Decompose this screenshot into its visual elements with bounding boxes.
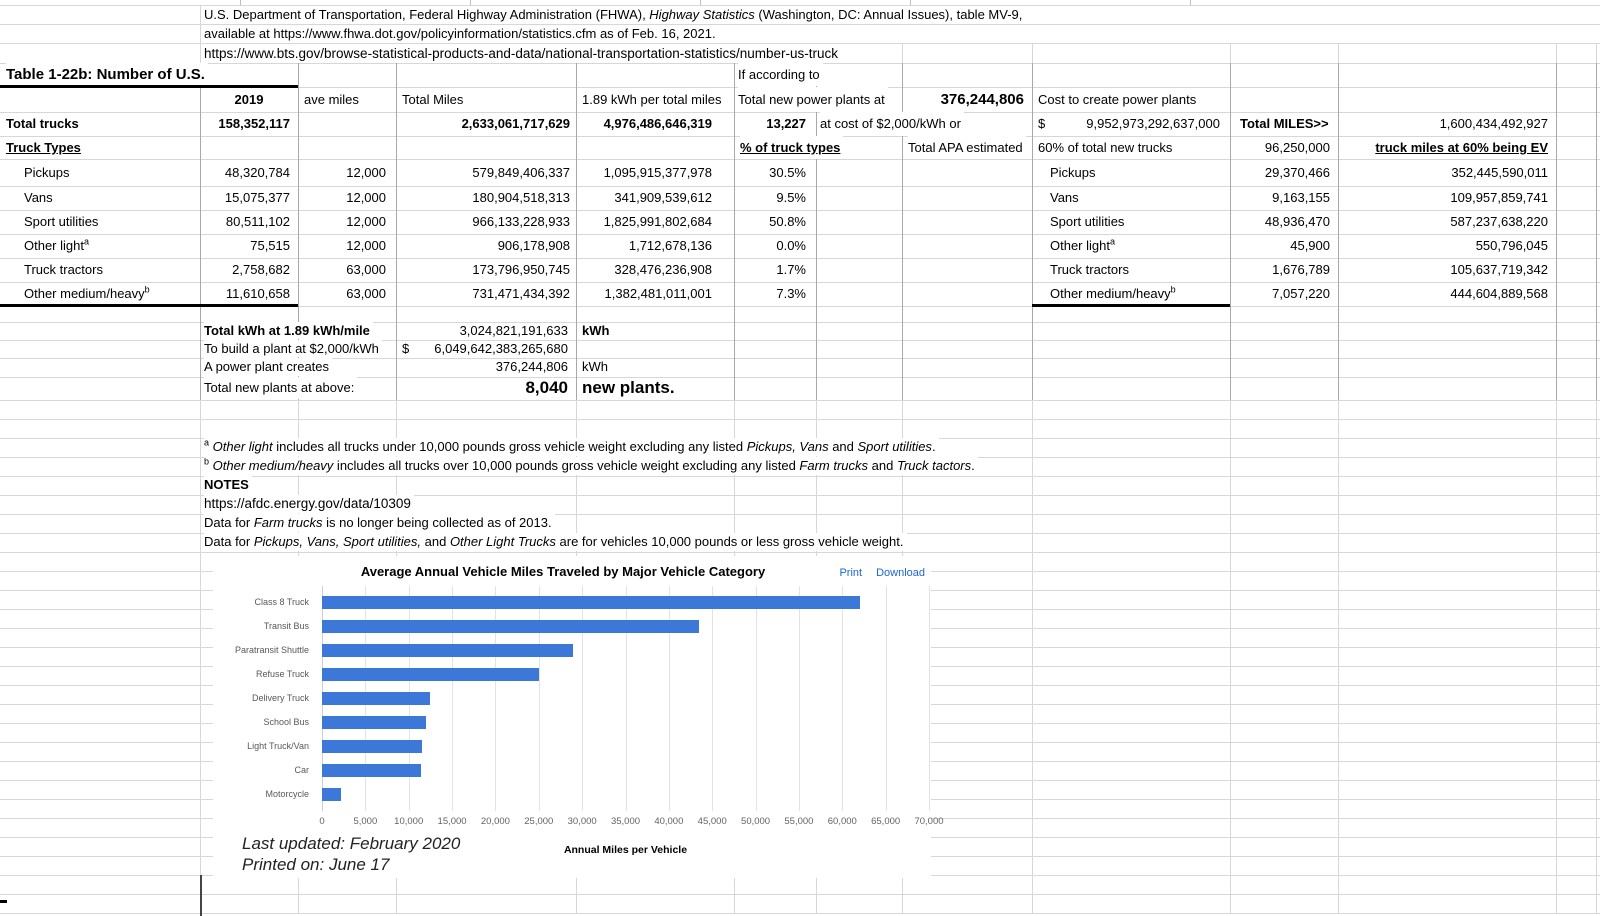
truck-count-cell[interactable]: 48,320,784 bbox=[224, 165, 290, 180]
truck-pct-cell[interactable]: 7.3% bbox=[776, 286, 806, 301]
chart-printed-on: Printed on: June 17 bbox=[242, 855, 390, 874]
total-trucks-label[interactable]: Total trucks bbox=[6, 116, 79, 131]
x-tick-label: 65,000 bbox=[871, 816, 901, 827]
x-tick-label: 55,000 bbox=[784, 816, 814, 827]
notes-line-2[interactable]: Data for Pickups, Vans, Sport utilities, and Other Light Trucks are for vehicles 10,000 pounds or less gross vehicle weight. bbox=[204, 533, 907, 551]
bar-paratransit-shuttle bbox=[322, 644, 573, 657]
truck-ave-miles-cell[interactable]: 12,000 bbox=[346, 190, 386, 205]
truck-apa-cell[interactable]: 1,676,789 bbox=[1272, 262, 1330, 277]
truck-kwh-cell[interactable]: 1,712,678,136 bbox=[628, 238, 712, 253]
truck-ev-miles-cell[interactable]: 109,957,859,741 bbox=[1450, 190, 1548, 205]
truck-apa-cell[interactable]: 7,057,220 bbox=[1272, 286, 1330, 301]
bar-class-8-truck bbox=[322, 596, 860, 609]
cost-note-cell[interactable]: at cost of $2,000/kWh or bbox=[820, 112, 964, 136]
x-tick-label: 60,000 bbox=[827, 816, 857, 827]
truck-type-name-cell[interactable]: Vans bbox=[1050, 190, 1079, 205]
category-label: Car bbox=[294, 765, 309, 776]
truck-apa-cell[interactable]: 9,163,155 bbox=[1272, 190, 1330, 205]
x-tick-label: 5,000 bbox=[353, 816, 378, 827]
total-cost-cell[interactable]: 9,952,973,292,637,000 bbox=[1086, 116, 1220, 131]
x-tick-label: 25,000 bbox=[524, 816, 554, 827]
truck-pct-cell[interactable]: 50.8% bbox=[769, 214, 806, 229]
truck-pct-cell[interactable]: 9.5% bbox=[776, 190, 806, 205]
chart-gridline bbox=[712, 586, 713, 811]
chart-last-updated: Last updated: February 2020 bbox=[242, 834, 461, 853]
header-new-plants[interactable]: Total new power plants at bbox=[738, 87, 888, 112]
header-kwh[interactable]: 1.89 kWh per total miles bbox=[582, 92, 722, 107]
cropped-cell-content bbox=[0, 900, 7, 903]
truck-ev-miles-cell[interactable]: 352,445,590,011 bbox=[1451, 165, 1548, 180]
chart-gridline bbox=[929, 586, 930, 811]
bar-school-bus bbox=[322, 716, 426, 729]
summary-label[interactable]: Total new plants at above: bbox=[204, 377, 357, 399]
x-tick-label: 70,000 bbox=[914, 816, 944, 827]
summary-value[interactable]: 6,049,642,383,265,680 bbox=[434, 341, 568, 356]
notes-title[interactable]: NOTES bbox=[204, 476, 252, 494]
plants-value-cell[interactable]: 376,244,806 bbox=[940, 91, 1024, 108]
summary-label[interactable]: Total kWh at 1.89 kWh/mile bbox=[204, 322, 373, 339]
truck-type-name-cell[interactable]: Sport utilities bbox=[1050, 214, 1125, 229]
truck-ave-miles-cell[interactable]: 12,000 bbox=[346, 165, 386, 180]
dark-gridline-segment bbox=[200, 875, 202, 916]
truck-count-cell[interactable]: 11,610,658 bbox=[225, 286, 290, 301]
truck-kwh-cell[interactable]: 341,909,539,612 bbox=[614, 190, 712, 205]
ev-label[interactable]: truck miles at 60% being EV bbox=[1375, 140, 1548, 155]
currency-sign[interactable]: $ bbox=[1038, 116, 1046, 131]
summary-unit[interactable]: new plants. bbox=[582, 378, 675, 397]
truck-type-name-cell[interactable]: Other light$^a$ bbox=[1050, 236, 1115, 253]
truck-count-cell[interactable]: 15,075,377 bbox=[224, 190, 290, 205]
truck-count-cell[interactable]: 2,758,682 bbox=[232, 262, 290, 277]
chart-gridline bbox=[886, 586, 887, 811]
total-kwh-cell[interactable]: 4,976,486,646,319 bbox=[603, 116, 712, 131]
truck-kwh-cell[interactable]: 1,825,991,802,684 bbox=[603, 214, 712, 229]
source-url[interactable]: https://www.bts.gov/browse-statistical-products-and-data/national-transportation-statistics/number-us-truck bbox=[204, 44, 841, 63]
bar-light-truck-van bbox=[322, 740, 422, 753]
truck-type-name-cell[interactable]: Pickups bbox=[24, 165, 70, 180]
truck-ev-miles-cell[interactable]: 587,237,638,220 bbox=[1450, 214, 1548, 229]
source-line-1[interactable]: U.S. Department of Transportation, Federal Highway Administration (FHWA), Highway Statistics (Washington, DC: Annual Issues), table MV-9, bbox=[204, 6, 1025, 24]
summary-value[interactable]: 8,040 bbox=[525, 378, 568, 397]
footnote-b[interactable]: $^b$ Other medium/heavy includes all trucks over 10,000 pounds gross vehicle weight excluding any listed Farm trucks and Truck tactors. bbox=[204, 457, 978, 475]
pct-label[interactable]: % of truck types bbox=[740, 136, 843, 159]
bar-transit-bus bbox=[322, 620, 699, 633]
truck-total-miles-cell[interactable]: 906,178,908 bbox=[497, 238, 570, 253]
bar-refuse-truck bbox=[322, 668, 539, 681]
truck-ave-miles-cell[interactable]: 63,000 bbox=[346, 286, 386, 301]
chart-panel bbox=[213, 556, 944, 878]
x-tick-label: 45,000 bbox=[697, 816, 727, 827]
header-year[interactable]: 2019 bbox=[234, 92, 264, 107]
notes-line-1[interactable]: Data for Farm trucks is no longer being collected as of 2013. bbox=[204, 514, 555, 532]
truck-type-name-cell[interactable]: Sport utilities bbox=[24, 214, 99, 229]
truck-type-name-cell[interactable]: Vans bbox=[24, 190, 53, 205]
x-tick-label: 50,000 bbox=[741, 816, 771, 827]
footnote-a[interactable]: $^a$ Other light includes all trucks under 10,000 pounds gross vehicle weight excluding any listed Pickups, Vans and Sport utilities. bbox=[204, 438, 939, 456]
summary-unit[interactable]: kWh bbox=[582, 359, 608, 374]
truck-type-name-cell[interactable]: Other medium/heavy$^b$ bbox=[24, 284, 150, 301]
truck-ev-miles-cell[interactable]: 105,637,719,342 bbox=[1450, 262, 1548, 277]
header-ave-miles[interactable]: ave miles bbox=[304, 92, 359, 107]
table-title[interactable]: Table 1-22b: Number of U.S. bbox=[6, 63, 208, 86]
x-tick-label: 35,000 bbox=[610, 816, 641, 827]
table-bottom-border-left bbox=[0, 304, 298, 307]
truck-ev-miles-cell[interactable]: 444,604,889,568 bbox=[1450, 286, 1548, 301]
source-line-2[interactable]: available at https://www.fhwa.dot.gov/policyinformation/statistics.cfm as of Feb. 16, 2021. bbox=[204, 25, 719, 43]
x-tick-label: 15,000 bbox=[437, 816, 467, 827]
total-miles-cell[interactable]: 2,633,061,717,629 bbox=[461, 116, 570, 131]
notes-url[interactable]: https://afdc.energy.gov/data/10309 bbox=[204, 495, 414, 513]
chart-gridline bbox=[799, 586, 800, 811]
total-miles-value[interactable]: 1,600,434,492,927 bbox=[1439, 116, 1548, 131]
category-label: Light Truck/Van bbox=[247, 741, 309, 752]
if-according-cell[interactable]: If according to bbox=[738, 63, 823, 86]
x-tick-label: 0 bbox=[319, 816, 325, 827]
summary-value[interactable]: 376,244,806 bbox=[495, 359, 568, 374]
truck-apa-cell[interactable]: 48,936,470 bbox=[1264, 214, 1330, 229]
truck-count-cell[interactable]: 80,511,102 bbox=[225, 214, 290, 229]
truck-pct-cell[interactable]: 30.5% bbox=[769, 165, 806, 180]
x-tick-label: 10,000 bbox=[394, 816, 424, 827]
truck-pct-cell[interactable]: 0.0% bbox=[776, 238, 806, 253]
total-plants-cell[interactable]: 13,227 bbox=[766, 116, 806, 131]
truck-kwh-cell[interactable]: 328,476,236,908 bbox=[614, 262, 712, 277]
bar-delivery-truck bbox=[322, 692, 430, 705]
bar-car bbox=[322, 764, 421, 777]
x-tick-label: 40,000 bbox=[654, 816, 684, 827]
print-link[interactable]: Print bbox=[839, 567, 863, 579]
truck-pct-cell[interactable]: 1.7% bbox=[776, 262, 806, 277]
chart-x-axis-title: Annual Miles per Vehicle bbox=[563, 844, 688, 856]
x-tick-label: 30,000 bbox=[567, 816, 597, 827]
chart-gridline bbox=[756, 586, 757, 811]
summary-label[interactable]: To build a plant at $2,000/kWh bbox=[204, 340, 382, 357]
category-label: Paratransit Shuttle bbox=[234, 644, 309, 655]
x-tick-label: 20,000 bbox=[480, 816, 510, 827]
truck-total-miles-cell[interactable]: 966,133,228,933 bbox=[472, 214, 570, 229]
truck-total-miles-cell[interactable]: 173,796,950,745 bbox=[472, 262, 570, 277]
truck-ev-miles-cell[interactable]: 550,796,045 bbox=[1475, 238, 1548, 253]
truck-total-miles-cell[interactable]: 731,471,434,392 bbox=[472, 286, 570, 301]
apa-label[interactable]: Total APA estimated bbox=[908, 136, 1026, 159]
truck-ave-miles-cell[interactable]: 12,000 bbox=[346, 238, 386, 253]
truck-ave-miles-cell[interactable]: 12,000 bbox=[346, 214, 386, 229]
category-label: Delivery Truck bbox=[251, 692, 309, 703]
category-label: School Bus bbox=[263, 717, 309, 728]
bar-motorcycle bbox=[322, 788, 341, 801]
summary-label[interactable]: A power plant creates bbox=[204, 358, 332, 376]
sixty-value[interactable]: 96,250,000 bbox=[1264, 140, 1330, 155]
summary-unit[interactable]: kWh bbox=[582, 323, 610, 338]
truck-type-name-cell[interactable]: Truck tractors bbox=[1050, 262, 1129, 277]
truck-kwh-cell[interactable]: 1,382,481,011,001 bbox=[604, 286, 712, 301]
truck-apa-cell[interactable]: 29,370,466 bbox=[1264, 165, 1330, 180]
truck-ave-miles-cell[interactable]: 63,000 bbox=[346, 262, 386, 277]
truck-type-name-cell[interactable]: Pickups bbox=[1050, 165, 1096, 180]
category-label: Transit Bus bbox=[263, 620, 309, 631]
header-total-miles[interactable]: Total Miles bbox=[402, 92, 464, 107]
total-miles-label[interactable]: Total MILES>> bbox=[1240, 116, 1329, 131]
header-cost[interactable]: Cost to create power plants bbox=[1038, 92, 1197, 107]
download-link[interactable]: Download bbox=[876, 567, 925, 579]
truck-kwh-cell[interactable]: 1,095,915,377,978 bbox=[603, 165, 712, 180]
category-label: Motorcycle bbox=[265, 789, 309, 800]
truck-count-cell[interactable]: 75,515 bbox=[250, 238, 290, 253]
category-label: Refuse Truck bbox=[255, 668, 309, 679]
truck-total-miles-cell[interactable]: 579,849,406,337 bbox=[472, 165, 570, 180]
table-bottom-border-right bbox=[1032, 304, 1230, 307]
title-underline bbox=[0, 85, 298, 88]
truck-type-name-cell[interactable]: Truck tractors bbox=[24, 262, 103, 277]
chart-gridline bbox=[842, 586, 843, 811]
category-label: Class 8 Truck bbox=[254, 596, 309, 607]
truck-types-label[interactable]: Truck Types bbox=[6, 140, 81, 155]
chart-title: Average Annual Vehicle Miles Traveled by Major Vehicle Category bbox=[360, 564, 766, 579]
total-trucks-count[interactable]: 158,352,117 bbox=[218, 116, 290, 131]
truck-type-name-cell[interactable]: Other light$^a$ bbox=[24, 236, 89, 253]
truck-apa-cell[interactable]: 45,900 bbox=[1290, 238, 1330, 253]
summary-currency[interactable]: $ bbox=[402, 341, 410, 356]
truck-total-miles-cell[interactable]: 180,904,518,313 bbox=[472, 190, 570, 205]
truck-type-name-cell[interactable]: Other medium/heavy$^b$ bbox=[1050, 284, 1176, 301]
sixty-label[interactable]: 60% of total new trucks bbox=[1038, 140, 1173, 155]
summary-value[interactable]: 3,024,821,191,633 bbox=[459, 323, 568, 338]
